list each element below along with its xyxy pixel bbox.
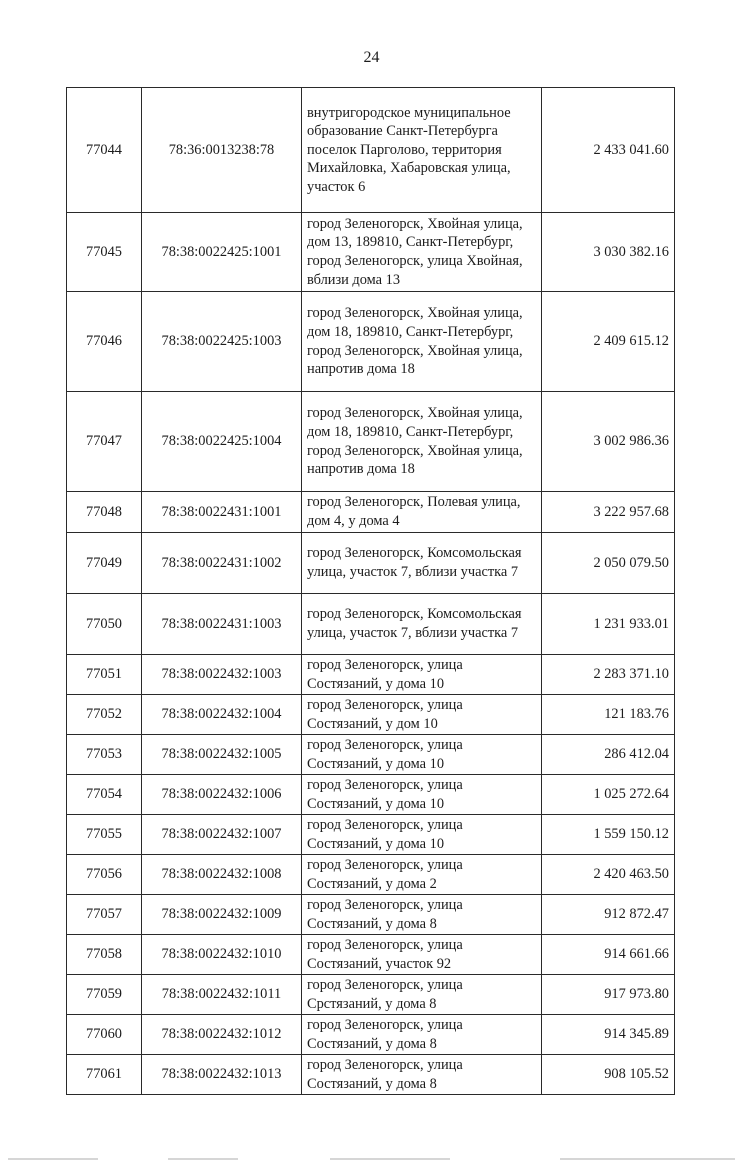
cadastral-number: 78:38:0022425:1001	[142, 213, 302, 292]
cadastral-value: 2 433 041.60	[542, 88, 675, 213]
cadastral-value: 2 283 371.10	[542, 655, 675, 695]
cadastral-value: 1 559 150.12	[542, 815, 675, 855]
cadastral-number: 78:38:0022431:1001	[142, 492, 302, 533]
cadastral-value-table	[66, 87, 675, 1095]
address: город Зеленогорск, Комсомольская улица, участок 7, вблизи участка 7	[302, 594, 542, 655]
table-row	[67, 895, 675, 935]
table-row	[67, 1015, 675, 1055]
cadastral-number: 78:38:0022431:1002	[142, 533, 302, 594]
row-number: 77053	[67, 735, 142, 775]
cadastral-number: 78:38:0022432:1009	[142, 895, 302, 935]
cadastral-number: 78:38:0022432:1004	[142, 695, 302, 735]
cadastral-value: 2 420 463.50	[542, 855, 675, 895]
cadastral-value: 2 050 079.50	[542, 533, 675, 594]
cadastral-value: 917 973.80	[542, 975, 675, 1015]
cadastral-value: 908 105.52	[542, 1055, 675, 1095]
address: город Зеленогорск, улица Состязаний, у дома 10	[302, 735, 542, 775]
table-row	[67, 735, 675, 775]
address: город Зеленогорск, Полевая улица, дом 4, у дома 4	[302, 492, 542, 533]
cadastral-value: 2 409 615.12	[542, 292, 675, 392]
cadastral-value: 286 412.04	[542, 735, 675, 775]
table-row	[67, 213, 675, 292]
table-row	[67, 88, 675, 213]
cadastral-value: 914 661.66	[542, 935, 675, 975]
cadastral-number: 78:38:0022425:1004	[142, 392, 302, 492]
address: город Зеленогорск, Комсомольская улица, участок 7, вблизи участка 7	[302, 533, 542, 594]
table-row	[67, 855, 675, 895]
row-number: 77054	[67, 775, 142, 815]
table-row	[67, 775, 675, 815]
cadastral-value: 1 025 272.64	[542, 775, 675, 815]
table-row	[67, 1055, 675, 1095]
table-row	[67, 292, 675, 392]
address: город Зеленогорск, Хвойная улица, дом 18, 189810, Санкт-Петербург, город Зеленогорск, Хвойная улица, напротив дома 18	[302, 392, 542, 492]
cadastral-number: 78:38:0022432:1007	[142, 815, 302, 855]
row-number: 77058	[67, 935, 142, 975]
cadastral-value: 1 231 933.01	[542, 594, 675, 655]
page-number: 24	[363, 49, 380, 66]
cadastral-number: 78:38:0022432:1012	[142, 1015, 302, 1055]
cadastral-value: 914 345.89	[542, 1015, 675, 1055]
scan-artifact-line	[560, 1158, 735, 1160]
address: город Зеленогорск, улица Состязаний, у дома 2	[302, 855, 542, 895]
cadastral-number: 78:38:0022431:1003	[142, 594, 302, 655]
address: город Зеленогорск, улица Состязаний, участок 92	[302, 935, 542, 975]
table-row	[67, 935, 675, 975]
address: внутригородское муниципальное образование Санкт-Петербурга поселок Парголово, территория Михайловка, Хабаровская улица, участок 6	[302, 88, 542, 213]
row-number: 77047	[67, 392, 142, 492]
address: город Зеленогорск, улица Состязаний, у дома 10	[302, 655, 542, 695]
scan-artifact-line	[8, 1158, 98, 1160]
row-number: 77046	[67, 292, 142, 392]
address: город Зеленогорск, улица Состязаний, у дома 8	[302, 895, 542, 935]
cadastral-number: 78:38:0022425:1003	[142, 292, 302, 392]
cadastral-number: 78:36:0013238:78	[142, 88, 302, 213]
address: город Зеленогорск, улица Состязаний, у дома 8	[302, 1015, 542, 1055]
cadastral-value: 912 872.47	[542, 895, 675, 935]
row-number: 77048	[67, 492, 142, 533]
cadastral-number: 78:38:0022432:1008	[142, 855, 302, 895]
address: город Зеленогорск, улица Состязаний, у дом 10	[302, 695, 542, 735]
table-row	[67, 594, 675, 655]
address: город Зеленогорск, улица Состязаний, у дома 10	[302, 815, 542, 855]
cadastral-number: 78:38:0022432:1006	[142, 775, 302, 815]
row-number: 77056	[67, 855, 142, 895]
cadastral-value: 3 222 957.68	[542, 492, 675, 533]
cadastral-number: 78:38:0022432:1013	[142, 1055, 302, 1095]
row-number: 77052	[67, 695, 142, 735]
table-row	[67, 815, 675, 855]
row-number: 77060	[67, 1015, 142, 1055]
row-number: 77050	[67, 594, 142, 655]
cadastral-value: 3 002 986.36	[542, 392, 675, 492]
row-number: 77057	[67, 895, 142, 935]
table-body	[67, 88, 675, 1095]
scan-artifact-line	[168, 1158, 238, 1160]
cadastral-number: 78:38:0022432:1003	[142, 655, 302, 695]
row-number: 77061	[67, 1055, 142, 1095]
row-number: 77059	[67, 975, 142, 1015]
table-row	[67, 695, 675, 735]
row-number: 77051	[67, 655, 142, 695]
cadastral-number: 78:38:0022432:1010	[142, 935, 302, 975]
address: город Зеленогорск, улица Состязаний, у дома 10	[302, 775, 542, 815]
address: город Зеленогорск, Хвойная улица, дом 13, 189810, Санкт-Петербург, город Зеленогорск, улица Хвойная, вблизи дома 13	[302, 213, 542, 292]
table-row	[67, 492, 675, 533]
cadastral-value: 121 183.76	[542, 695, 675, 735]
address: город Зеленогорск, улица Срстязаний, у дома 8	[302, 975, 542, 1015]
cadastral-number: 78:38:0022432:1011	[142, 975, 302, 1015]
address: город Зеленогорск, Хвойная улица, дом 18, 189810, Санкт-Петербург, город Зеленогорск, Хвойная улица, напротив дома 18	[302, 292, 542, 392]
address: город Зеленогорск, улица Состязаний, у дома 8	[302, 1055, 542, 1095]
row-number: 77055	[67, 815, 142, 855]
row-number: 77045	[67, 213, 142, 292]
row-number: 77044	[67, 88, 142, 213]
row-number: 77049	[67, 533, 142, 594]
table-row	[67, 533, 675, 594]
cadastral-value: 3 030 382.16	[542, 213, 675, 292]
table-row	[67, 975, 675, 1015]
cadastral-number: 78:38:0022432:1005	[142, 735, 302, 775]
scan-artifact-line	[330, 1158, 450, 1160]
table-row	[67, 655, 675, 695]
table-row	[67, 392, 675, 492]
